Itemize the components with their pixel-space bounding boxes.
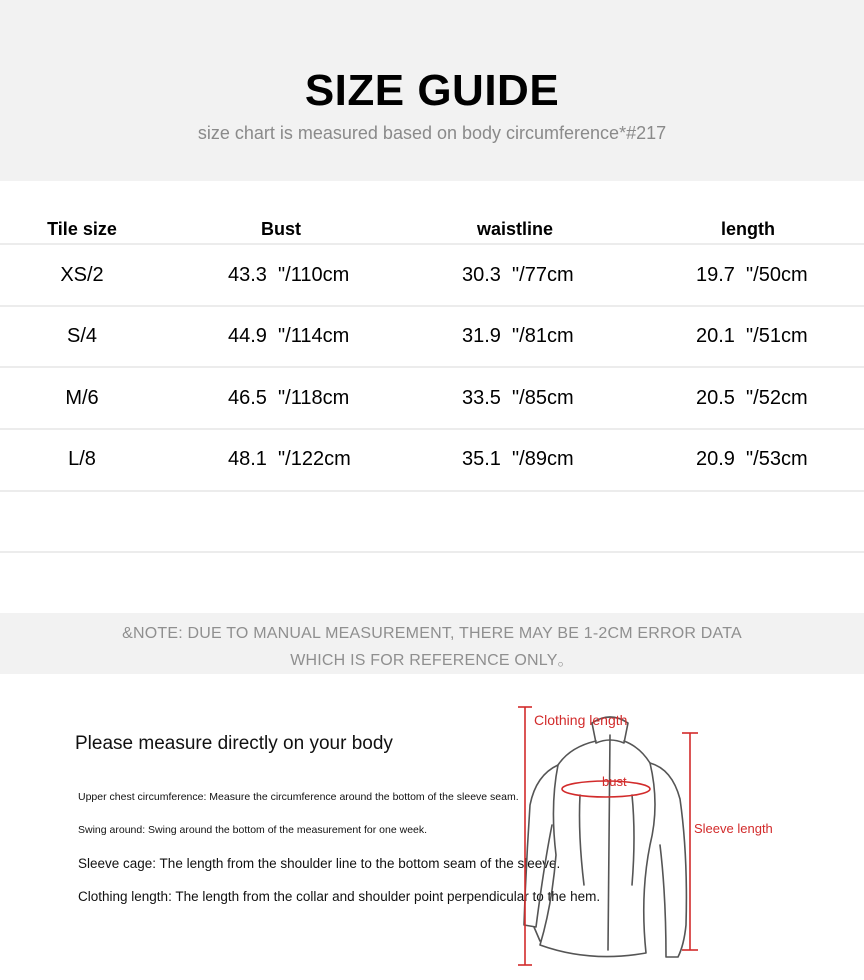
bust-cell: 43.3 "/110cm [228,264,350,286]
waist-cell: 30.3 "/77cm [462,264,574,286]
row-divider [0,551,864,553]
waist-cell: 35.1 "/89cm [462,448,574,470]
length-cell: 20.9 "/53cm [696,448,808,470]
bust-label: bust [602,774,627,789]
column-header-length: length [721,219,775,239]
note-line-2: WHICH IS FOR REFERENCE ONLY。 [290,652,574,669]
page-subtitle: size chart is measured based on body circumference*#217 [197,123,667,143]
size-cell: L/8 [68,448,96,470]
column-header-size: Tile size [47,219,117,239]
bust-cell: 46.5 "/118cm [228,387,350,409]
note-banner [0,613,864,674]
header-section [0,0,864,181]
table-row [0,245,864,305]
page-title: SIZE GUIDE [304,66,560,115]
size-cell: S/4 [66,325,98,347]
column-header-bust: Bust [261,219,301,239]
measure-instruction-bust: Upper chest circumference: Measure the circumference around the bottom of the sleeve seam. [78,791,519,803]
jacket-outline-icon [524,717,686,957]
length-cell: 20.5 "/52cm [696,387,808,409]
note-line-1: &NOTE: DUE TO MANUAL MEASUREMENT, THERE MAY BE 1-2CM ERROR DATA [122,625,742,642]
table-row [0,368,864,428]
column-header-waistline: waistline [476,219,554,239]
length-cell: 19.7 "/50cm [696,264,808,286]
size-cell: XS/2 [60,264,104,286]
measure-title: Please measure directly on your body [75,733,393,754]
measurement-section [0,675,864,980]
measure-instruction-length: Clothing length: The length from the collar and shoulder point perpendicular to the hem. [78,889,601,904]
table-header-row [0,219,864,245]
row-divider [0,490,864,492]
bust-cell: 48.1 "/122cm [228,448,351,470]
measure-instruction-sleeve: Sleeve cage: The length from the shoulder line to the bottom seam of the sleeve. [78,856,561,871]
clothing-length-label: Clothing length [534,712,628,728]
jacket-diagram [500,695,800,980]
measure-instruction-swing: Swing around: Swing around the bottom of the measurement for one week. [78,824,428,836]
table-row [0,306,864,366]
waist-cell: 31.9 "/81cm [462,325,574,347]
size-cell: M/6 [65,387,99,409]
sleeve-length-label: Sleeve length [694,821,773,836]
waist-cell: 33.5 "/85cm [462,387,574,409]
bust-cell: 44.9 "/114cm [228,325,350,347]
table-row [0,429,864,489]
length-cell: 20.1 "/51cm [696,325,808,347]
